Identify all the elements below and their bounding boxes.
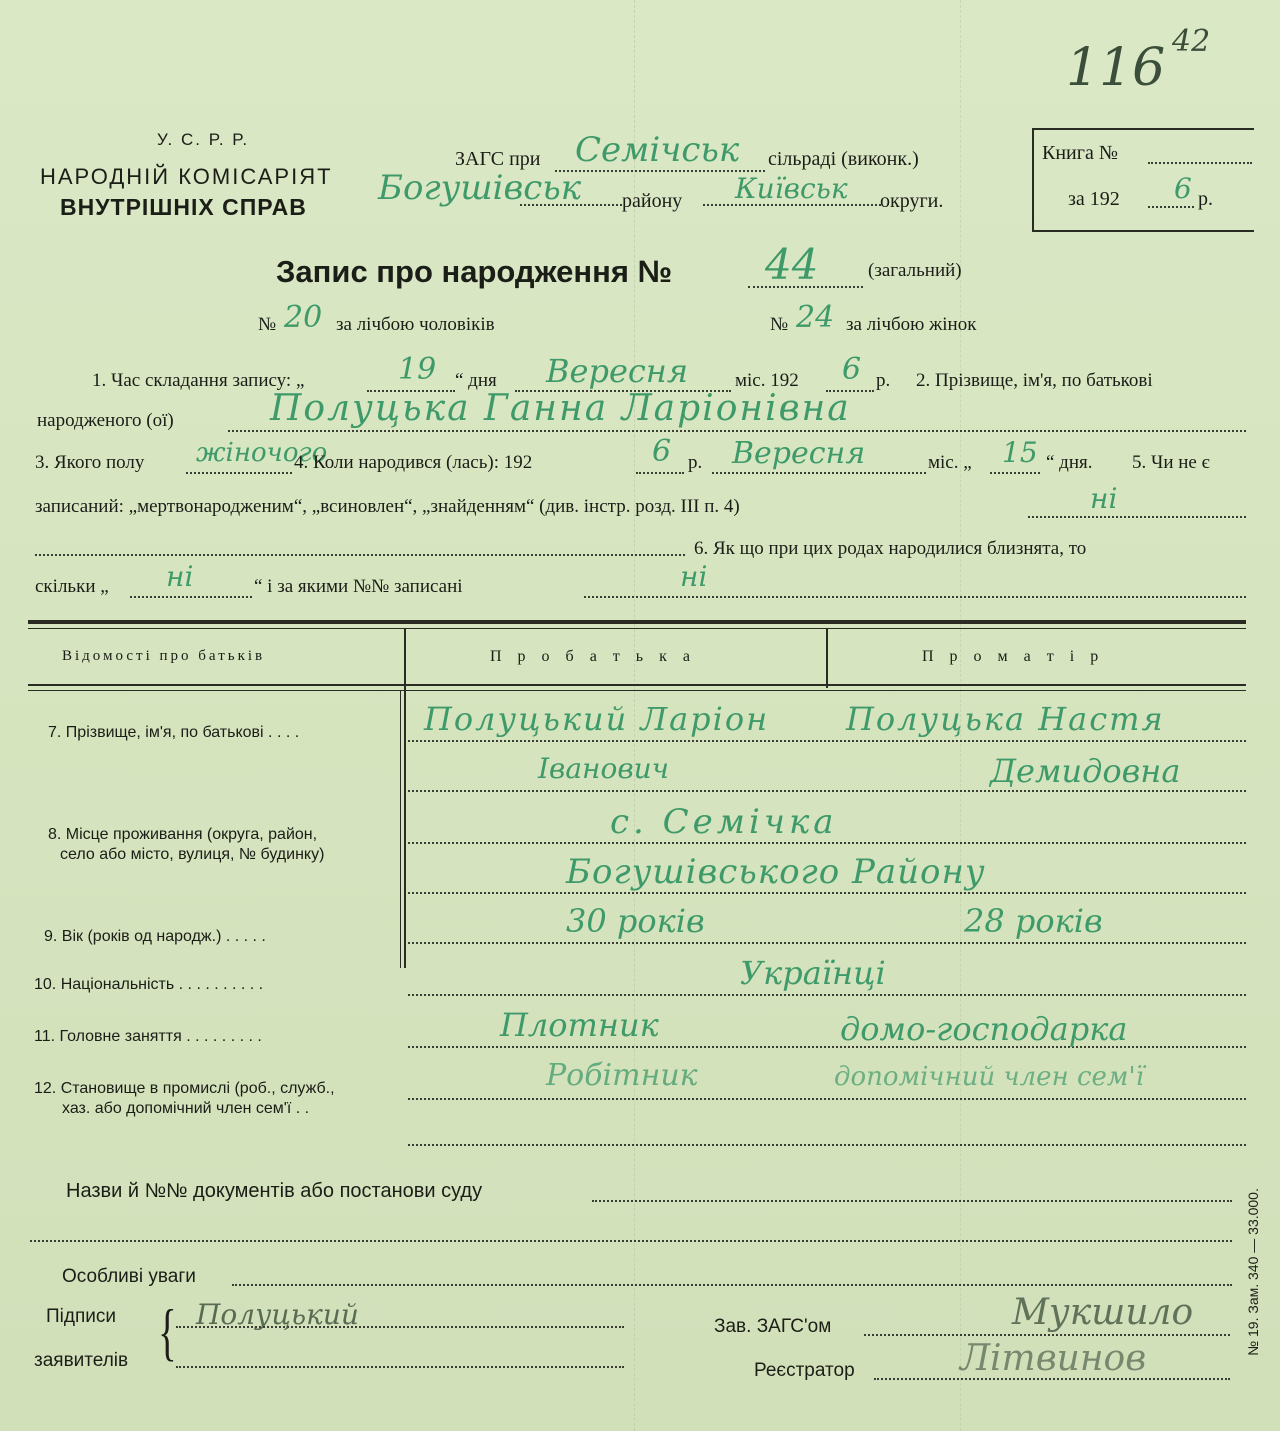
table-top-rule-thin bbox=[28, 628, 1246, 629]
twins-numbers: ні bbox=[680, 560, 708, 593]
father-address1: с. Семічка bbox=[610, 802, 838, 842]
table-row-line bbox=[408, 790, 1246, 792]
signature-line2 bbox=[176, 1366, 624, 1368]
item5-value: ні bbox=[1090, 482, 1118, 515]
twins-prefix: скільки „ bbox=[35, 576, 109, 597]
female-count-label: за лічбою жінок bbox=[846, 314, 977, 335]
table-header-mother: П р о м а т і р bbox=[922, 648, 1105, 665]
book-year-value: 6 bbox=[1174, 172, 1192, 205]
item1-day-suffix: “ дня bbox=[455, 370, 497, 391]
raion-underline bbox=[520, 204, 622, 206]
documents-underline bbox=[592, 1200, 1232, 1202]
record-general: (загальний) bbox=[868, 260, 962, 281]
item1-day: 19 bbox=[398, 352, 437, 387]
row9-label: 9. Вік (років од народж.) . . . . . bbox=[44, 928, 266, 945]
head-signature: Мукшило bbox=[1012, 1292, 1194, 1333]
father-age: 30 років bbox=[566, 902, 705, 940]
table-header-father: П р о б а т ь к а bbox=[490, 648, 696, 665]
item5-text: записаний: „мертвонародженим“, „всиновлен“, „знайденням“ (див. інстр. розд. III п. 4) bbox=[35, 496, 740, 517]
commissariat-line1: НАРОДНІЙ КОМІСАРІЯТ bbox=[40, 164, 333, 189]
signatures-label2: заявителів bbox=[34, 1350, 129, 1371]
table-col-divider-1b bbox=[400, 690, 401, 968]
item4-day-underline bbox=[990, 472, 1040, 474]
row8-label-line1: 8. Місце проживання (округа, район, bbox=[48, 826, 318, 843]
item1-year-suffix: р. bbox=[876, 370, 891, 391]
twins-numbers-underline bbox=[584, 596, 1246, 598]
table-col-divider-1 bbox=[404, 628, 406, 968]
item3-underline bbox=[186, 472, 292, 474]
okruga-value: Київськ bbox=[735, 172, 848, 205]
table-row-line bbox=[408, 1144, 1246, 1146]
archive-number: 116 bbox=[1066, 38, 1166, 98]
table-row-line bbox=[408, 1098, 1246, 1100]
book-underline bbox=[1148, 162, 1252, 164]
table-header-rule bbox=[28, 684, 1246, 686]
twins-underline bbox=[130, 596, 252, 598]
item3-value: жіночого bbox=[196, 438, 328, 468]
zags-value: Семічськ bbox=[575, 130, 740, 170]
book-box-left bbox=[1032, 128, 1034, 232]
mother-name: Полуцька Настя bbox=[846, 700, 1165, 738]
documents-line2 bbox=[30, 1240, 1232, 1242]
row12-label-line1: 12. Становище в промислі (роб., служб., bbox=[34, 1080, 335, 1097]
signatures-label1: Підписи bbox=[46, 1306, 116, 1327]
mother-occupation: домо-господарка bbox=[840, 1010, 1128, 1048]
book-box-bottom bbox=[1032, 230, 1254, 232]
row11-label: 11. Головне заняття . . . . . . . . . bbox=[34, 1028, 262, 1045]
father-position: Робітник bbox=[546, 1058, 698, 1093]
born-name: Полуцька Ганна Ларіонівна bbox=[270, 388, 851, 429]
head-label: Зав. ЗАГС'ом bbox=[714, 1316, 832, 1337]
book-label: Книга № bbox=[1042, 142, 1118, 164]
item4-month: Вересня bbox=[732, 436, 866, 471]
female-count: 24 bbox=[796, 300, 835, 335]
okruga-label: округи. bbox=[880, 190, 944, 212]
born-label: народженого (ої) bbox=[37, 410, 174, 431]
item2-label: 2. Прізвище, ім'я, по батькові bbox=[916, 370, 1153, 391]
head-underline bbox=[864, 1334, 1230, 1336]
father-address2: Богушівського Району bbox=[566, 852, 986, 892]
signatures-brace: { bbox=[158, 1296, 177, 1367]
father-nationality: Українці bbox=[740, 954, 886, 992]
item5-label: 5. Чи не є bbox=[1132, 452, 1210, 473]
record-number: 44 bbox=[765, 240, 819, 289]
mother-patronymic: Демидовна bbox=[990, 752, 1181, 790]
zags-prefix: ЗАГС при bbox=[455, 148, 541, 170]
zags-suffix: сільраді (виконк.) bbox=[768, 148, 919, 170]
item1-label: 1. Час складання запису: „ bbox=[92, 370, 305, 391]
father-occupation: Плотник bbox=[500, 1006, 659, 1044]
row12-label-line2: хаз. або допомічний член сем'ї . . bbox=[62, 1100, 310, 1117]
row7-label: 7. Прізвище, ім'я, по батькові . . . . bbox=[48, 724, 300, 741]
mother-position: допомічний член сем'ї bbox=[834, 1062, 1144, 1092]
table-top-rule bbox=[28, 620, 1246, 624]
item4-month-suffix: міс. „ bbox=[928, 452, 972, 473]
row10-label: 10. Національність . . . . . . . . . . bbox=[34, 976, 264, 993]
commissariat-line2: ВНУТРІШНІХ СПРАВ bbox=[60, 194, 307, 220]
table-header-info: Відомості про батьків bbox=[62, 648, 266, 664]
item1-month-suffix: міс. 192 bbox=[735, 370, 799, 391]
book-year-prefix: за 192 bbox=[1068, 188, 1120, 210]
table-row-line bbox=[408, 892, 1246, 894]
table-row-line bbox=[408, 842, 1246, 844]
table-row-line bbox=[408, 942, 1246, 944]
ussr-label: У. С. Р. Р. bbox=[157, 130, 250, 149]
item4-day: 15 bbox=[1002, 436, 1038, 469]
female-count-prefix: № bbox=[770, 314, 789, 335]
applicant-signature: Полуцький bbox=[196, 1298, 359, 1331]
item3-label: 3. Якого полу bbox=[35, 452, 145, 473]
row8-label-line2: село або місто, вулиця, № будинку) bbox=[60, 846, 325, 863]
male-count-label: за лічбою чоловіків bbox=[336, 314, 495, 335]
record-title: Запис про народження № bbox=[276, 254, 673, 289]
zags-underline bbox=[555, 170, 765, 172]
remarks-label: Особливі уваги bbox=[62, 1266, 196, 1287]
archive-subnumber: 42 bbox=[1172, 24, 1211, 59]
item5-continuation-line bbox=[35, 554, 685, 556]
side-print: № 19. Зам. 340 — 33.000. bbox=[1245, 1188, 1261, 1356]
table-col-divider-2 bbox=[826, 628, 828, 688]
raion-label: району bbox=[622, 190, 683, 212]
remarks-underline bbox=[232, 1284, 1232, 1286]
book-box-top bbox=[1032, 128, 1254, 130]
item4-label: 4. Коли народився (лась): 192 bbox=[294, 452, 533, 473]
item1-month: Вересня bbox=[546, 352, 689, 390]
item4-year-suffix: р. bbox=[688, 452, 703, 473]
raion-value: Богушівськ bbox=[378, 168, 582, 208]
item6-label: 6. Як що при цих родах народилися близнята, то bbox=[694, 538, 1087, 559]
item1-year: 6 bbox=[842, 352, 862, 387]
table-row-line bbox=[408, 994, 1246, 996]
father-name: Полуцький Ларіон bbox=[424, 700, 770, 738]
item4-month-underline bbox=[712, 472, 926, 474]
book-year-underline bbox=[1148, 206, 1194, 208]
item4-year-underline bbox=[636, 472, 684, 474]
registrar-label: Реєстратор bbox=[754, 1360, 855, 1381]
male-count-prefix: № bbox=[258, 314, 277, 335]
male-count: 20 bbox=[284, 300, 323, 335]
father-patronymic: Іванович bbox=[538, 752, 670, 785]
twins-mid: “ і за якими №№ записані bbox=[254, 576, 463, 597]
born-underline bbox=[228, 430, 1246, 432]
documents-label: Назви й №№ документів або постанови суду bbox=[66, 1180, 483, 1202]
registrar-signature: Літвинов bbox=[960, 1338, 1147, 1379]
mother-age: 28 років bbox=[964, 902, 1103, 940]
book-year-suffix: р. bbox=[1198, 188, 1213, 210]
table-row-line bbox=[408, 740, 1246, 742]
item4-day-suffix: “ дня. bbox=[1046, 452, 1093, 473]
item5-underline bbox=[1028, 516, 1246, 518]
twins-value: ні bbox=[166, 560, 194, 593]
item4-year: 6 bbox=[652, 434, 672, 469]
table-header-rule-thin bbox=[28, 690, 1246, 691]
